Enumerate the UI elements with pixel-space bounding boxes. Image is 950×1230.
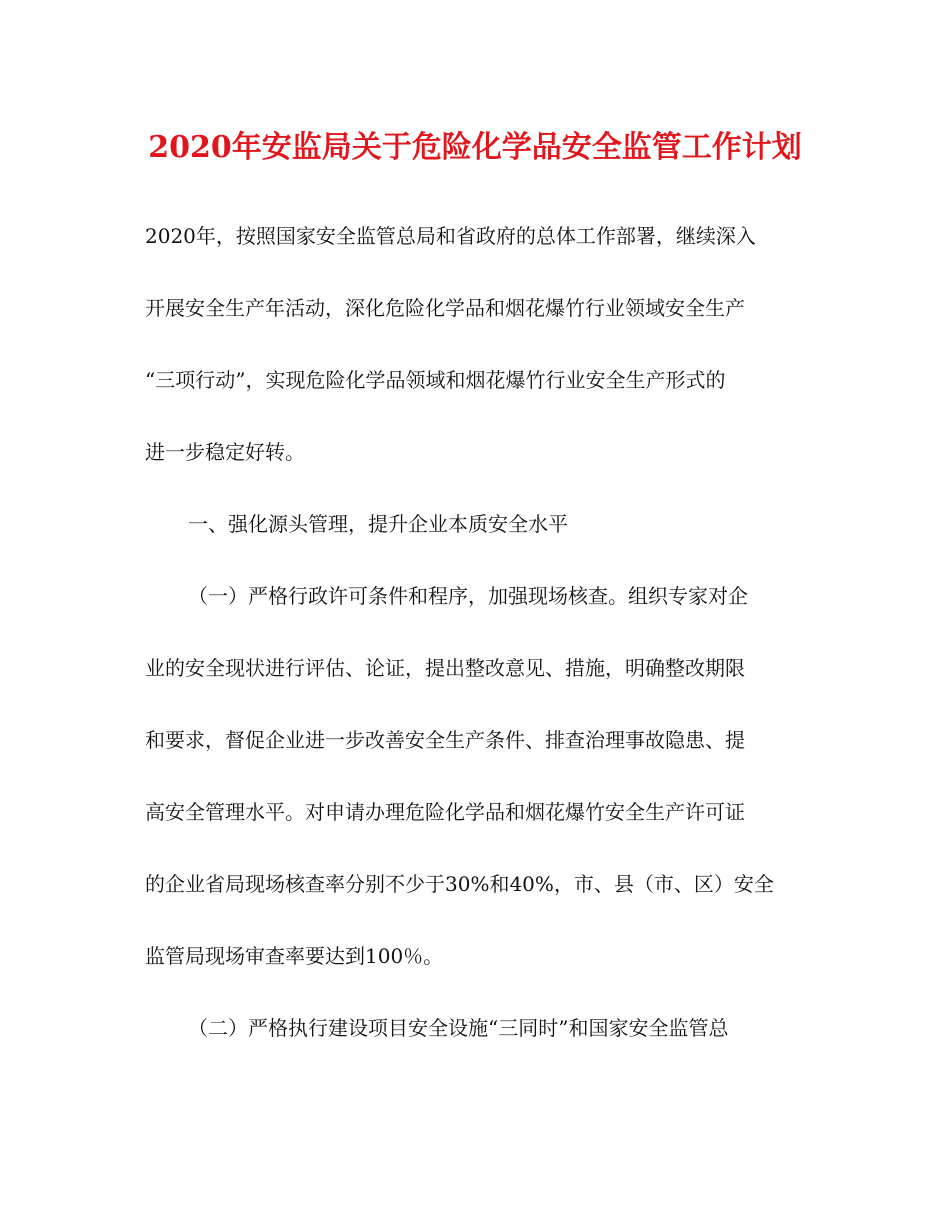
body-line: （一）严格行政许可条件和程序，加强现场核查。组织专家对企 (188, 584, 748, 608)
body-line: 业的安全现状进行评估、论证，提出整改意见、措施，明确整改期限 (145, 656, 745, 680)
body-line: 2020年，按照国家安全监管总局和省政府的总体工作部署，继续深入 (145, 224, 756, 248)
body-line: “三项行动”，实现危险化学品领域和烟花爆竹行业安全生产形式的 (145, 368, 726, 392)
body-line: 和要求，督促企业进一步改善安全生产条件、排查治理事故隐患、提 (145, 728, 745, 752)
body-line: 开展安全生产年活动，深化危险化学品和烟花爆竹行业领域安全生产 (145, 296, 745, 320)
body-line: 进一步稳定好转。 (145, 440, 305, 464)
body-line: 的企业省局现场核查率分别不少于30%和40%，市、县（市、区）安全 (145, 872, 774, 896)
body-line: 高安全管理水平。对申请办理危险化学品和烟花爆竹安全生产许可证 (145, 800, 745, 824)
body-line: 监管局现场审查率要达到100％。 (145, 944, 444, 968)
section-heading: 一、强化源头管理，提升企业本质安全水平 (188, 512, 568, 536)
body-line: （二）严格执行建设项目安全设施“三同时”和国家安全监管总 (188, 1016, 729, 1040)
document-title: 2020年安监局关于危险化学品安全监管工作计划 (148, 130, 802, 165)
